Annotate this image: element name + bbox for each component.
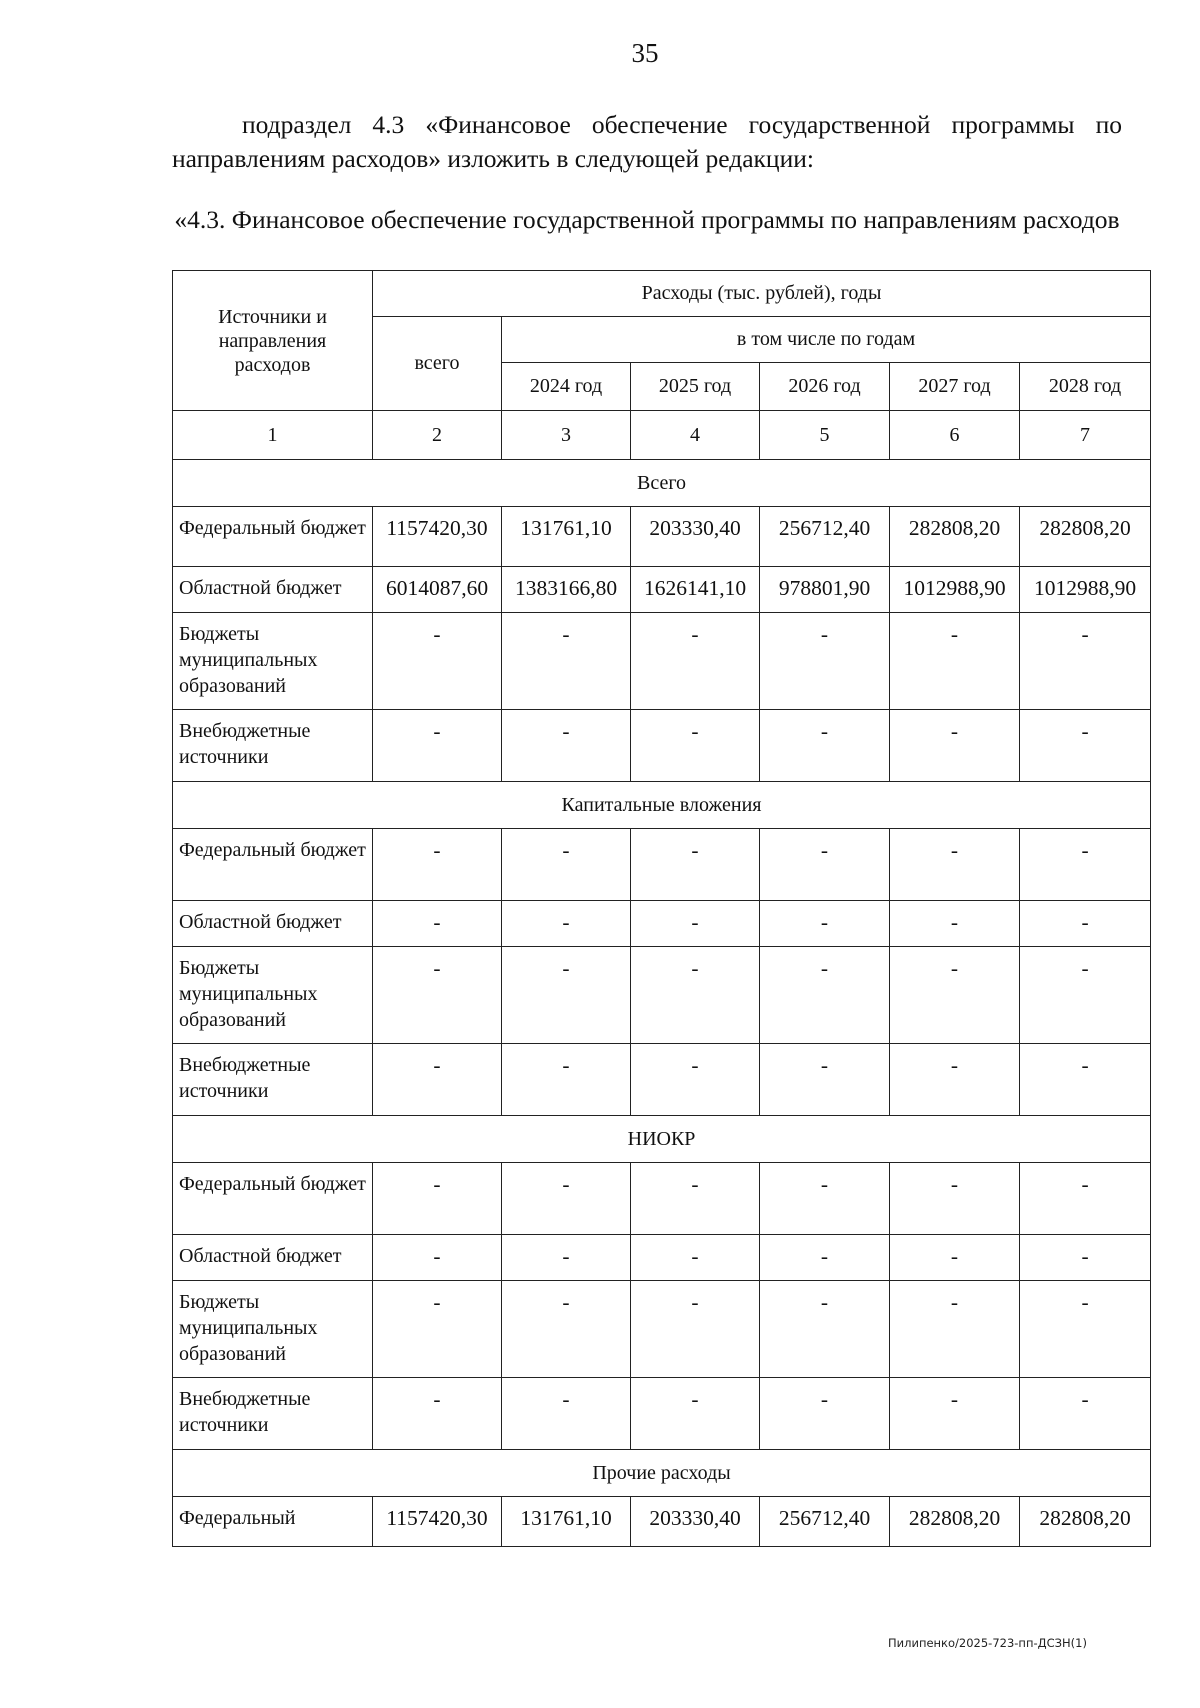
table-row xyxy=(173,1378,1151,1450)
column-number: 4 xyxy=(631,411,760,460)
row-label: Федеральный бюджет xyxy=(173,1163,373,1235)
column-number: 3 xyxy=(502,411,631,460)
table-cell: - xyxy=(502,1044,631,1116)
table-cell: - xyxy=(890,829,1020,901)
table-row xyxy=(173,567,1151,613)
table-row xyxy=(173,1235,1151,1281)
table-row xyxy=(173,947,1151,1044)
section-header-row xyxy=(173,460,1151,507)
column-number: 7 xyxy=(1020,411,1151,460)
row-label: Внебюджетные источники xyxy=(173,1378,373,1450)
table-cell: - xyxy=(760,829,890,901)
table-cell: - xyxy=(373,829,502,901)
header-year: 2027 год xyxy=(890,363,1020,411)
table-cell: - xyxy=(631,1163,760,1235)
table-cell: 282808,20 xyxy=(890,507,1020,567)
table-cell: - xyxy=(631,901,760,947)
column-number: 2 xyxy=(373,411,502,460)
table-cell: - xyxy=(373,1378,502,1450)
table-cell: - xyxy=(502,947,631,1044)
header-year: 2025 год xyxy=(631,363,760,411)
table-cell: 131761,10 xyxy=(502,1497,631,1547)
table-cell: 1383166,80 xyxy=(502,567,631,613)
table-cell: - xyxy=(502,1378,631,1450)
table-cell: - xyxy=(890,1378,1020,1450)
intro-paragraph: подраздел 4.3 «Финансовое обеспечение государственной программы по направлениям расходов» изложить в следующей редакции: xyxy=(172,110,1122,173)
column-number: 1 xyxy=(173,411,373,460)
table-cell: - xyxy=(373,1281,502,1378)
row-label: Федеральный бюджет xyxy=(173,507,373,567)
section-header-row xyxy=(173,1116,1151,1163)
table-cell: 203330,40 xyxy=(631,507,760,567)
table-cell: - xyxy=(890,1281,1020,1378)
table-cell: - xyxy=(1020,947,1151,1044)
table-cell: - xyxy=(760,1235,890,1281)
table-cell: - xyxy=(631,829,760,901)
table-cell: 1012988,90 xyxy=(890,567,1020,613)
table-cell: - xyxy=(631,1281,760,1378)
table-cell: 131761,10 xyxy=(502,507,631,567)
table-cell: - xyxy=(373,947,502,1044)
header-year: 2024 год xyxy=(502,363,631,411)
table-row xyxy=(173,1497,1151,1547)
table-row xyxy=(173,901,1151,947)
row-label: Федеральный бюджет xyxy=(173,829,373,901)
table-cell: 1157420,30 xyxy=(373,1497,502,1547)
table-cell: - xyxy=(1020,1378,1151,1450)
table-cell: - xyxy=(890,1235,1020,1281)
section-title: Всего xyxy=(173,460,1151,507)
table-cell: - xyxy=(890,1163,1020,1235)
table-cell: - xyxy=(502,1281,631,1378)
table-cell: - xyxy=(890,1044,1020,1116)
table-cell: 978801,90 xyxy=(760,567,890,613)
table-row xyxy=(173,613,1151,710)
table-cell: 256712,40 xyxy=(760,507,890,567)
row-label: Федеральный xyxy=(173,1497,373,1547)
row-label: Областной бюджет xyxy=(173,567,373,613)
table-cell: - xyxy=(760,1378,890,1450)
table-cell: - xyxy=(373,1235,502,1281)
table-cell: - xyxy=(1020,829,1151,901)
table-cell: - xyxy=(760,613,890,710)
table-cell: - xyxy=(760,1281,890,1378)
table-cell: - xyxy=(631,1044,760,1116)
table-cell: - xyxy=(890,901,1020,947)
table-cell: - xyxy=(890,710,1020,782)
table-cell: 6014087,60 xyxy=(373,567,502,613)
table-cell: 1012988,90 xyxy=(1020,567,1151,613)
table-cell: - xyxy=(631,613,760,710)
table-cell: 1626141,10 xyxy=(631,567,760,613)
table-row xyxy=(173,1163,1151,1235)
row-label: Областной бюджет xyxy=(173,1235,373,1281)
table-cell: - xyxy=(631,710,760,782)
table-cell: - xyxy=(890,947,1020,1044)
table-cell: - xyxy=(1020,1235,1151,1281)
table-cell: - xyxy=(373,1163,502,1235)
table-cell: 256712,40 xyxy=(760,1497,890,1547)
table-cell: 1157420,30 xyxy=(373,507,502,567)
table-cell: - xyxy=(1020,1281,1151,1378)
section-title: НИОКР xyxy=(173,1116,1151,1163)
table-cell: - xyxy=(760,1163,890,1235)
page-number: 35 xyxy=(631,38,659,68)
table-cell: - xyxy=(631,1235,760,1281)
column-number: 5 xyxy=(760,411,890,460)
table-cell: - xyxy=(760,710,890,782)
table-cell: - xyxy=(373,710,502,782)
table-cell: - xyxy=(502,613,631,710)
row-label: Внебюджетные источники xyxy=(173,1044,373,1116)
table-row xyxy=(173,1044,1151,1116)
row-label: Внебюджетные источники xyxy=(173,710,373,782)
table-cell: - xyxy=(1020,613,1151,710)
table-cell: - xyxy=(760,901,890,947)
row-label: Бюджеты муниципальных образований xyxy=(173,947,373,1044)
table-row xyxy=(173,710,1151,782)
table-cell: 282808,20 xyxy=(1020,507,1151,567)
table-cell: - xyxy=(760,947,890,1044)
table-cell: - xyxy=(760,1044,890,1116)
table-row xyxy=(173,829,1151,901)
header-year: 2026 год xyxy=(760,363,890,411)
table-row xyxy=(173,507,1151,567)
row-label: Областной бюджет xyxy=(173,901,373,947)
column-numbers-row xyxy=(173,411,1151,460)
table-cell: - xyxy=(373,613,502,710)
table-cell: - xyxy=(1020,710,1151,782)
table-cell: - xyxy=(890,613,1020,710)
table-cell: - xyxy=(373,901,502,947)
table-cell: - xyxy=(502,1163,631,1235)
table-cell: - xyxy=(373,1044,502,1116)
table-cell: - xyxy=(502,901,631,947)
section-title: Прочие расходы xyxy=(173,1450,1151,1497)
header-by-years: в том числе по годам xyxy=(502,317,1151,363)
section-header-row xyxy=(173,1450,1151,1497)
section-header-row xyxy=(173,782,1151,829)
finance-table xyxy=(172,270,1151,1547)
table-cell: - xyxy=(631,947,760,1044)
table-cell: - xyxy=(1020,1163,1151,1235)
table-cell: - xyxy=(631,1378,760,1450)
header-total: всего xyxy=(373,317,502,411)
header-expenses: Расходы (тыс. рублей), годы xyxy=(373,271,1151,317)
table-cell: - xyxy=(1020,901,1151,947)
table-cell: - xyxy=(502,829,631,901)
header-sources: Источники и направления расходов xyxy=(173,271,373,411)
table-cell: - xyxy=(502,1235,631,1281)
table-cell: - xyxy=(1020,1044,1151,1116)
header-year: 2028 год xyxy=(1020,363,1151,411)
row-label: Бюджеты муниципальных образований xyxy=(173,613,373,710)
row-label: Бюджеты муниципальных образований xyxy=(173,1281,373,1378)
table-cell: 282808,20 xyxy=(890,1497,1020,1547)
section-title: Капитальные вложения xyxy=(173,782,1151,829)
table-cell: 282808,20 xyxy=(1020,1497,1151,1547)
table-row xyxy=(173,1281,1151,1378)
table-cell: 203330,40 xyxy=(631,1497,760,1547)
column-number: 6 xyxy=(890,411,1020,460)
document-footer: Пилипенко/2025-723-пп-ДСЗН(1) xyxy=(888,1636,1087,1650)
table-cell: - xyxy=(502,710,631,782)
section-title: «4.3. Финансовое обеспечение государственной программы по направлениям расходов xyxy=(174,205,1120,234)
